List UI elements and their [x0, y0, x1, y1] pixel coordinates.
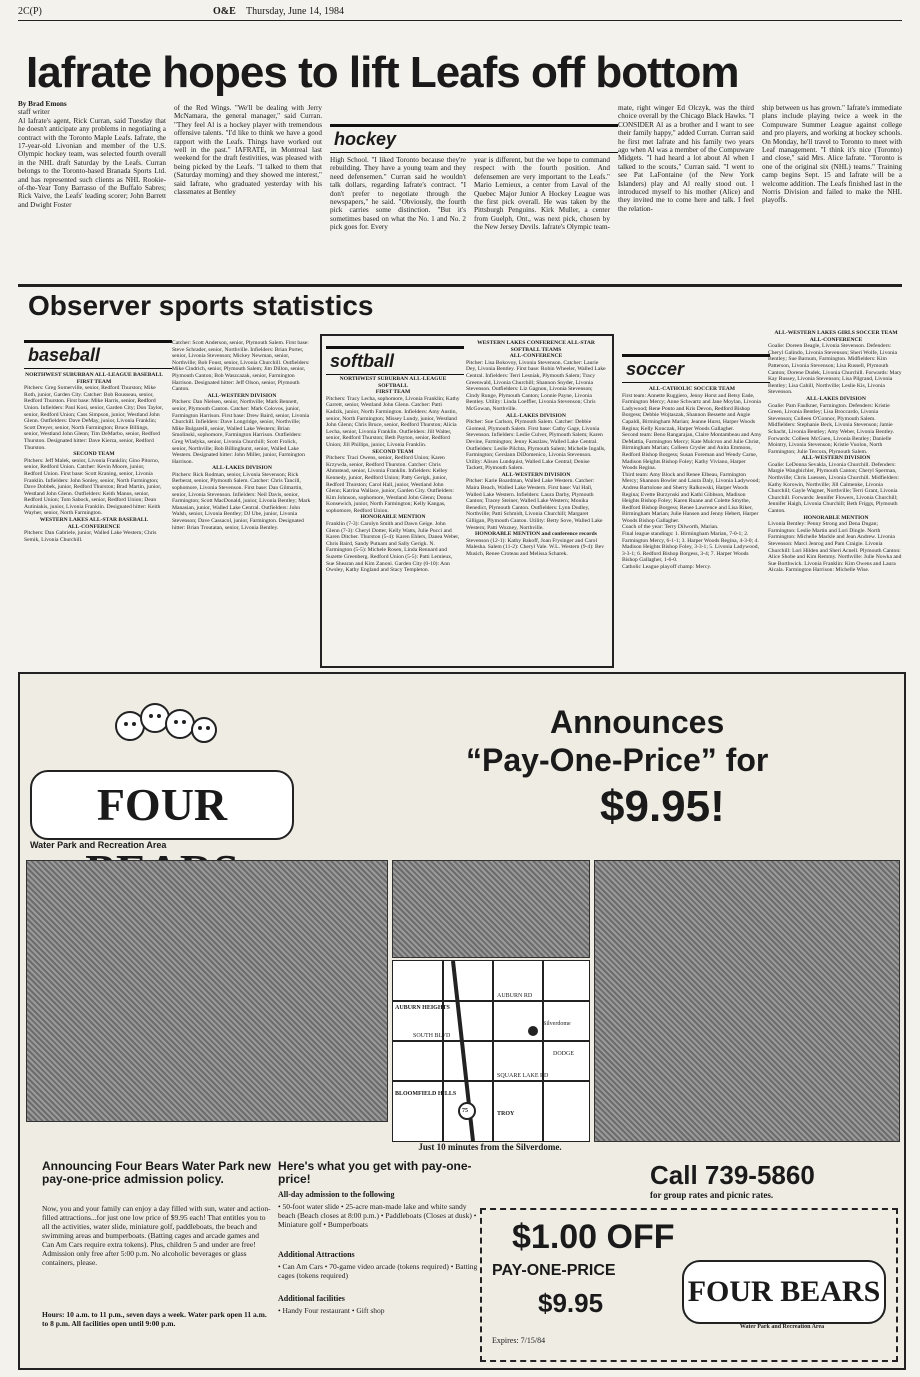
additional-items: • Can Am Cars • 70-game video arcade (tokens required) • Batting cages (tokens required) — [278, 1262, 478, 1280]
softball-western-division: ALL-WESTERN DIVISION — [501, 471, 571, 478]
location-map — [392, 960, 590, 1142]
map-label-silverdome: Silverdome — [543, 1021, 571, 1027]
softball-lakes-division: ALL-LAKES DIVISION — [506, 412, 566, 419]
get-items: • 50-foot water slide • 25-acre man-made lake and white sandy beach (Beach closes at 8:00 p.m.) • Paddleboats (Closes at dusk) • Miniature golf • Bumperboats — [278, 1202, 477, 1229]
story-column-4: year is different, but the we hope to command respect with the fourth position. And defensemen are very important to the Leafs." Mario Lemieux, a center from Laval of the Quebec Major Junior A Hockey League was the first pick overall. He was taken by the Pittsburgh Penguins. Kirk Muller, a center from Guelph, Ont., was next pick, chosen by the New Jersey Devils. Iafrate's Olympic team- — [474, 156, 610, 232]
softball-tag: softball — [326, 346, 464, 375]
soccer-conference-list: Goalie: Doreen Beagle, Livonia Stevenson. Defenders: Cheryl Galindo, Livonia Stevenson; Sheri Wolfe, Livonia Bentley; Sue Barnum, Farmington. Midfielders: Kim Patterson, Livonia Stevenson; Lisa Russell, Plymouth Canton; Dorene Dudek, Livonia Churchill. Forwards: Mary Kay Russey, Livonia Stevenson; Lisa Pilgrand, Livonia Bentley; Lisa Cahill, Northville; Leslie Kis, Livonia Stevenson. — [768, 343, 902, 396]
softball-first-list: Pitchers: Tracy Lecha, sophomore, Livonia Franklin; Kathy Garrett, senior, Westland John Glenn. Catcher: Patti Kadzik, junior, North Farmington. Infielders: Amy Austin, senior, North Farmington; Missey Lundy, junior, Westland John Glenn; Chris Bruce, senior, Redford Thurston; Alicia Lecha, senior, Livonia Franklin. Outfielders: Jill Walter, senior, Redford Thurston; Beth Payton, senior, Redford Union; Jill Phillips, junior, Livonia Franklin. — [326, 395, 460, 448]
story-column-1 — [18, 100, 166, 280]
story-column-5: mate, right winger Ed Olczyk, was the third choice overall by the Chicago Black Hawks. "I CONSIDER Al as a brother and I want to see their family happy," added Curran. Curran said he first met Iafrate and his family two years ago when Al was a member of the Compuware Midgets. "I had heard a lot about Al when I talked to the scouts," Curran said. "I went to see Pat LaFontaine (of the New York Islanders) play and Al really stood out. I introduced myself to his mother (Alice) and they invited me to come here and talk. I feel the relation- — [618, 104, 754, 213]
byline: By Brad Emons — [18, 100, 67, 108]
soccer-lakes-list: Goalie: Pam Faulkner, Farmington. Defenders: Kristie Green, Livonia Bentley; Lisa Broccardo, Livonia Stevenson; Colleen O'Connor, Plymouth Salem. Midfielders: Stephanie Beck, Livonia Stevenson; Jamie Schacht, Livonia Bentley; Amy Weber, Livonia Bentley. Forwards: Colleen McGuen, Livonia Bentley; Danielle Mointry, Livonia Stevenson; Kristie Vuolon, North Farmington; Julie Tercora, Plymouth Salem. — [768, 402, 895, 455]
baseball-lakes-division: ALL-LAKES DIVISION — [212, 465, 272, 472]
soccer-lakes-division: ALL-LAKES DIVISION — [806, 395, 866, 402]
bears-icon — [110, 686, 220, 766]
baseball-second-team: SECOND TEAM — [73, 451, 115, 458]
map-label-auburn-heights: AUBURN HEIGHTS — [395, 1005, 450, 1011]
softball-second-list: Pitchers: Traci Owens, senior, Redford Union; Karen Krzywda, senior, Redford Thurston. Catcher: Chris Ahmstead, senior, Livonia Franklin. Infielders: Kelley Kennedy, junior, Redford Union; Patty Gerigk, junior, Redford Thurston; Carol Hall, junior, Westland John Glenn; Katrina Wallace, junior, Garden City. Outfielders: Kim Johnson, sophomore, Westland John Glenn; Donna Konsewich, junior, North Farmington; Kelly Kangas, sophomore, Redford Union. — [326, 455, 454, 514]
logo-subtitle: Water Park and Recreation Area — [30, 840, 167, 850]
softball-lakes-list: Pitcher: Sue Carlson, Plymouth Salem. Catcher: Debbie Giomeal, Plymouth Salem. First base: Cathy Gage, Livonia Stevenson. Infielders: Leslie Culver, Plymouth Salem; Karen Devine, Farmington; Jenny Kaszlaw, Walled Lake Central. Outfielders: Leslie Pilchta, Plymouth Salem; Michelle Ingalls, Farmington; Gerslann DiDomenico, Livonia Stevenson. Utility: Alison Lundquist, Walled Lake Central; Denise Tackett, Plymouth Salem. — [466, 419, 606, 472]
announce-line-2: “Pay-One-Price” for — [466, 742, 769, 778]
softball-records: HONORABLE MENTION and conference records — [475, 531, 597, 538]
beach-photo-right — [594, 860, 900, 1142]
map-label-troy: TROY — [497, 1111, 515, 1117]
additional-title: Additional Attractions — [278, 1250, 355, 1259]
facilities-title: Additional facilities — [278, 1294, 345, 1303]
story-column-6: ship between us has grown." Iafrate's immediate plans include playing twice a week in the Compuware Summer League against college and pro players, and working at hockey schools. On Monday, he'll travel to Toronto to meet with Leaf management. "I think it's nice (Toronto) and close," said Mrs. Alice Iafrate. "Toronto is one of the original six (NHL) teams." Training camp begins Sept. 15 and Iafrate will be a welcome addition. The Leafs finished last in the Norris Division and failed to make the NHL playoffs. — [762, 104, 902, 205]
coupon-expires: Expires: 7/15/84 — [492, 1336, 546, 1345]
softball-conference-list: Pitcher: Lisa Bokovoy, Livonia Stevenson. Catcher: Laurie Dey, Livonia Bentley. First base: Robin Wheeler, Walled Lake Central. Infielders: Terri Lesniak, Plymouth Salem; Tracy Greenwald, Livonia Churchill; Shannon Snyder, Livonia Stevenson. Outfielders: Liz Gagnon, Livonia Stevenson; Cindy Runge, Plymouth Canton; Lonnie Payne, Livonia Bentley. Utility: Linda Loeffler, Livonia Stevenson; Chris McGowan, Northville. — [466, 359, 606, 412]
policy-body: Now, you and your family can enjoy a day filled with sun, water and action-filled attractions...for just one low price of $9.95 each! That entitles you to all the activities, water slide, miniature golf, paddleboats, the beach and swimming areas and bumperboats. (Batting cages and arcade games and Can Am Cars require extra tokens). Plus, children 5 and under are free! Admission only free after 5:00 p.m. No alcoholic beverages or glass containers, please. — [42, 1204, 271, 1267]
map-label-i75: 75 — [462, 1108, 468, 1114]
get-title: Here's what you get with pay-one-price! — [278, 1159, 472, 1186]
western-lakes-soccer-header: ALL-WESTERN LAKES GIRLS SOCCER TEAM — [774, 330, 898, 336]
soccer-column-1 — [622, 386, 762, 662]
baseball-column-2 — [172, 340, 312, 662]
softball-column-1 — [326, 376, 460, 660]
paper-name: O&E — [213, 6, 236, 17]
baseball-header: NORTHWEST SUBURBAN ALL-LEAGUE BASEBALL — [25, 372, 163, 378]
announce-line-1: Announces — [550, 704, 725, 740]
baseball-first-list: Pitchers: Greg Somerville, senior, Redford Thurston; Mike Roth, junior, Garden City. Catcher: Bob Rousseau, senior, Redford Thurston. First base: Mike Harris, senior, Redford Union. Infielders: Paul Kosi, senior, Garden City; Don Taylor, senior, Redford Union; Cass Simpson, junior, Westland John Glenn. Outfielders: Dave DeMay, junior, Livonia Franklin; Scott Dreyer, senior, North Farmington; Bruce Billings, senior, Westland John Glenn; Tim DeMarbo, senior, Redford Thurston. Designated hitter: Dave Kierza, senior, Redford Thurston. — [24, 385, 164, 451]
softball-all-conference: ALL-CONFERENCE — [509, 353, 563, 360]
byline-role: staff writer — [18, 108, 50, 117]
call-subtitle: for group rates and picnic rates. — [650, 1190, 774, 1200]
baseball-lakes-list: Pitchers: Rick Rodman, senior, Livonia Stevenson; Rick Berberat, senior, Plymouth Salem. Catcher: Chris Tancill, sophomore, Livonia Stevenson. First base: Dan Gilmartin, senior, Livonia Stevenson. Infielders: Neil Davis, senior, Farmington; Scott MacDonald, junior, Livonia Bentley; Mark Manasian, junior, Walled Lake Central. Outfielders: John Walsh, senior, Livonia Bentley; DJ Ube, junior, Livonia Stevenson; Dave Cassacol, junior, Farmington. Designated hitter: Brian Troutatan, senior, Livonia Bentley. — [172, 471, 311, 531]
beach-photo-center — [392, 860, 590, 958]
coupon-discount: $1.00 OFF — [512, 1218, 675, 1256]
stats-title: Observer sports statistics — [28, 290, 374, 321]
soccer-western-list: Goalie: LeDonna Sevakla, Livonia Churchill. Defenders: Margie Wangbichler, Plymouth Canton; Cheryl Sperman, Northville; Chris Luessen, Livonia Churchill. Midfielders: Kathy Korowin, Northville; Jill Calmenke, Livonia Churchill; Gayle Wagner, Northville; Terri Grant, Livonia Churchill. Forwards: Jennifer Flowers, Livonia Churchill; Jennifer Haigh, Livonia Churchill; Beth Friggs, Plymouth Canton. — [768, 461, 899, 515]
story-column-2: of the Red Wings. "We'll be dealing with Jerry McNamara, the general manager," said Curran. "They feel Al is a hockey player with tremendous offensive talents. "I'd like to think we have a good rapport with the Leafs. Things have worked out well in the past." IAFRATE, in Montreal last weekend for the draft festivities, was pleased with being picked by the Leafs. "I talked to them that (Saturday morning) and they showed me interest," said Iafrate, who graduated yesterday with his classmates at Bentley — [174, 104, 322, 197]
softball-western-list: Pitcher: Karie Boardman, Walled Lake Western. Catcher: Maira Beach, Walled Lake Western. First base: Val Hall, Walled Lake Western. Infielders: Laura Darby, Plymouth Canton; Tracey Steiner, Walled Lake Western; Monika Benedict, Plymouth Canton. Outfielders: Lynn Dudley, Northville; Patti Schmidt, Livonia Churchill; Margaret Gilligan, Plymouth Canton. Utility: Betty Sove, Walled Lake Western; Patti Wozney, Northville. — [466, 478, 603, 531]
beach-photo-left — [26, 860, 388, 1122]
softball-honorable-list: Franklin (7-3): Carolyn Smith and Dawn Geige. John Glenn (7-3): Cheryl Dotter, Kelly Watts, Julie Pucci and Karen Ditcher. Thurston (5-4): Karen Ehlers, Danea Weber, Chris Baird, Sandy Putnam and Sally Gerigk. N. Farmington (5-5): Michele Rosen, Linda Rennard and Suzette Greenberg. Redford Union (5-5): Patti Lemieux, Sue Shearan and Kim Zanoni. Garden City (0-10): Ann Owsley, Kathy England and Stacy Templeton. — [326, 521, 460, 574]
baseball-column-1 — [24, 372, 164, 662]
map-label-square-lake: SQUARE LAKE RD — [497, 1073, 549, 1079]
policy-title: Announcing Four Bears Water Park new pay-one-price admission policy. — [42, 1159, 271, 1186]
soccer-first-team: First team: Annette Ruggiero, Jenny Horst and Betsy Eade, Farmington Mercy; Anne Schwartz and Jane Moylan, Livonia Ladywood; Rene Ponto and Kris Devon, Redford Bishop Borgess; Debbie Wojtaszak, Shannon Bessette and Angie Capaldi, Birmingham Marian; Jeanne Hurst, Harper Woods Regina; Kelly Konczak, Harper Woods Gallagher. — [622, 392, 761, 432]
map-label-bloomfield: BLOOMFIELD HILLS — [395, 1091, 457, 1097]
baseball-first-team: FIRST TEAM — [76, 378, 112, 385]
soccer-honorable: HONORABLE MENTION — [803, 514, 869, 521]
catholic-soccer-header: ALL-CATHOLIC SOCCER TEAM — [648, 386, 736, 392]
baseball-all-conference: ALL-CONFERENCE — [67, 523, 121, 530]
story-text: Al Iafrate's agent, Rick Curran, said Tuesday that he doesn't anticipate any problems in negotiating a contract with the Toronto Maple Leafs. Iafrate, the 17-year-old Livonian and member of the U.S. Olympic hockey team, was selected fourth overall in the NHL draft Saturday by the Leafs. Curran belongs to the Toronto-based Branada Sports Ltd. and has represented such clients as NHL Rookie-of-the-Year Tony Barrasso of the Buffalo Sabres; Rick Vaive, the Leafs' leading scorer; John Barrett and Dwight Foster — [18, 116, 166, 209]
softball-column-2 — [466, 340, 606, 660]
hours: Hours: 10 a.m. to 11 p.m., seven days a week. Water park open 11 a.m. to 8 p.m. All facilities open until 9:00 p.m. — [42, 1310, 267, 1328]
map-label-south-blvd: SOUTH BLVD — [413, 1033, 451, 1039]
coupon-logo-subtitle: Water Park and Recreation Area — [739, 1324, 825, 1330]
baseball-western-list: Pitchers: Dan Nielsen, senior, Northville; Mark Bennett, senior, Plymouth Canton. Catcher: Mark Colovos, junior, Farmington Harrison. First base: Drew Baird, senior, Livonia Churchill. Infielders: Dave Longridge, senior, Northville; Mike Bulgarelli, senior, Walled Lake Western; Brian Smolinski, sophomore, Farmington Harrison. Outfielders: Greg Wladyka, senior, Livonia Churchill; Scott Frolick, senior, Northville; Bob Billinghurst, senior, Walled Lake Western. Designated hitter: John Miller, junior, Farmington Harrison. — [172, 399, 310, 465]
soccer-second-team: Second team: Beno Rangarajan, Claire Montambeau and Amy DeMattia, Farmington Mercy; Kate Mulcron and Julie Christ, Birmingham Marian; Colleen Crysler and Anita Emmons, Redford Bishop Borgess; Susan Foreman and Wendy Carne, Madison Heights Bishop Foley; Kathy Viviano, Harper Woods Regina. — [622, 432, 762, 472]
coupon-logo: FOUR BEARS — [682, 1260, 886, 1324]
soccer-all-conference: ALL-CONFERENCE — [809, 336, 863, 343]
four-bears-logo: FOUR — [30, 770, 294, 840]
call-number: Call 739-5860 — [650, 1160, 815, 1190]
masthead — [18, 4, 902, 21]
baseball-all-conference-list: Pitchers: Dan Gabriele, junior, Walled Lake Western; Chris Semik, Livonia Churchill. — [24, 530, 157, 543]
bears-illustration — [110, 686, 220, 766]
baseball-tag: baseball — [24, 340, 172, 369]
western-lakes-softball-header: WESTERN LAKES CONFERENCE ALL-STAR SOFTBALL TEAMS — [477, 340, 595, 353]
map-label-dodge: DODGE — [553, 1051, 574, 1057]
soccer-coach: Coach of the year: Terry Dilworth, Marian. — [622, 524, 719, 531]
softball-honorable: HONORABLE MENTION — [360, 514, 426, 521]
soccer-third-team: Third team: Amy Block and Renee Elbeau, Farmington Mercy; Shannon Bowler and Laura Daly, Livonia Ladywood; Andrea Bartolone and Sherry Ralkowski, Harper Woods Regina; Evette Burzynski and Kathi Gibbson, Madison Heights Bishop Foley; Karen Ruane and Colette Smythe, Redford Bishop Borgess; Renee Lawrence and Lisa Riker, Birmingham Marian; Julie Hansen and Jenny Hebert, Harper Woods Bishop Gallagher. — [622, 471, 760, 524]
section-divider — [18, 284, 902, 287]
headline: Iafrate hopes to lift Leafs off bottom — [26, 50, 739, 96]
softball-second-team: SECOND TEAM — [372, 448, 414, 455]
baseball-second-list: Pitchers: Jeff Malek, senior, Livonia Franklin; Gino Pitorno, senior, Redford Union. Catcher: Kevin Moore, junior, Redford Union. First base: Scott Kraning, senior, Livonia Franklin. Infielders: John Sonley, senior, North Farmington; Dave Dobbek, junior, Redford Thurston; Brad Martin, junior, Westland John Glenn. Outfielders: Keith Manus, senior, Redford Union; Tom Sabock, senior, Redford Union; Dean Autiniakis, junior, Livonia Franklin. Designated hitter: Keith Wayher, senior, North Farmington. — [24, 457, 162, 517]
page-number: 2C(P) — [18, 6, 42, 17]
map-caption: Just 10 minutes from the Silverdome. — [418, 1142, 562, 1152]
baseball-conference-cont: Catcher: Scott Anderson, senior, Plymouth Salem. First base: Steve Schrader, senior, Northville. Infielders: Brian Porter, senior, Livonia Stevenson; Mickey Newman, senior, Northville; Bob Foust, senior, Livonia Churchill. Outfielders: Mike Cindrich, senior, Plymouth Salem; Jim Dillon, senior, Plymouth Canton; Bob Waszcazak, senior, Farmington Harrison. Designated hitter: Jeff Olson, senior, Plymouth Canton. — [172, 340, 310, 393]
issue-date: Thursday, June 14, 1984 — [246, 6, 344, 17]
soccer-playoff-champ: Catholic League playoff champ: Mercy. — [622, 564, 712, 571]
soccer-standings: Final league standings: 1. Birmingham Marian, 7-0-1; 2. Farmington Mercy, 6-1-1; 3. Harper Woods Regina, 4-3-0; 4. Madison Heights Bishop Foley, 3-3-1; 5. Livonia Ladywood, 3-3-1; 6. Redford Bishop Borgess, 3-4; 7. Harper Woods Bishop Gallagher, 1-6-0. — [622, 531, 759, 564]
soccer-western-division: ALL-WESTERN DIVISION — [801, 455, 871, 462]
coupon-price: $9.95 — [538, 1288, 604, 1318]
get-subtitle: All-day admission to the following — [278, 1190, 395, 1199]
coupon-pay-one-price: PAY-ONE-PRICE — [492, 1262, 616, 1279]
soccer-tag: soccer — [622, 354, 770, 383]
softball-first-team: FIRST TEAM — [375, 389, 411, 396]
facilities-items: • Handy Four restaurant • Gift shop — [278, 1306, 385, 1315]
four-bears-ad — [18, 672, 906, 1370]
soccer-column-2 — [768, 330, 904, 662]
discount-coupon — [480, 1208, 898, 1362]
announce-price: $9.95! — [600, 782, 725, 831]
hockey-tag: hockey — [330, 124, 618, 153]
western-lakes-baseball-header: WESTERN LAKES ALL-STAR BASEBALL — [39, 517, 149, 524]
story-column-3: High School. "I liked Toronto because they're rebuilding. They have a young team and they need defensemen." Curran said he wouldn't talk dollars, regarding Iafrate's contract. "I don't prefer to negotiate through the newspapers," he said. "Obviously, the fourth pick carries some distinction. "But it's sometimes based on what the No. 1 and No. 2 pick goes for. Every — [330, 156, 466, 232]
baseball-western-division: ALL-WESTERN DIVISION — [207, 392, 277, 399]
soccer-honorable-list: Livonia Bentley: Penny Strong and Dena Dugan; Farmington: Leslie Martin and Lori Dingle. North Farmington: Michelle Mackle and Jean Andrew. Livonia Stevenson: Marci Jenrog and Pam Craigie. Livonia Churchill: Lori Hilden and Sheri Acnell. Plymouth Canton: Alice Shobe and Kim Remmy. Northville: Julie Nowka and Sue Borthwick. Livonia Franklin: Kim Owens and Laura Alcala. Farmington Harrison: Michelle Wise. — [768, 521, 902, 574]
softball-records-list: Stevenson (12-1): Kathy Bakoff, Joan Frysinger and Carol Malesha. Salem (11-2): Cheryl Vale. W.L. Western (9-4): Bev Musich, Renee Croteau and Melissa Scharek. — [466, 537, 605, 557]
softball-header: NORTHWEST SUBURBAN ALL-LEAGUE SOFTBALL — [339, 376, 447, 389]
map-label-auburn-rd: AUBURN RD — [497, 993, 533, 999]
